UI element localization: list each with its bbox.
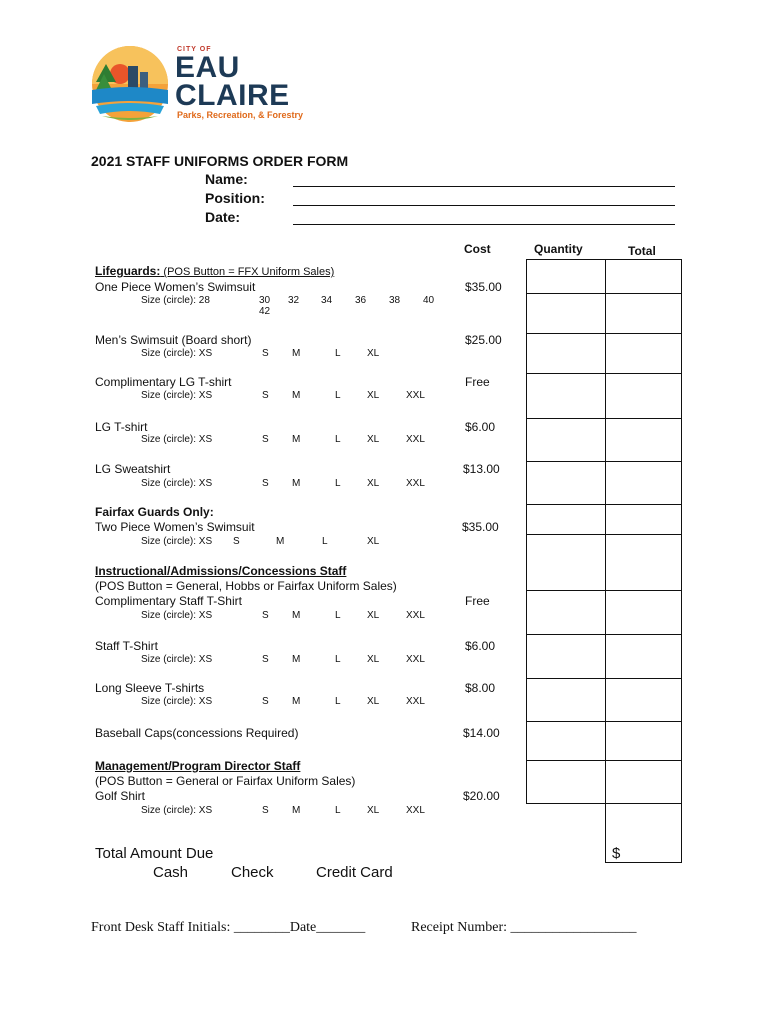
- size-option[interactable]: XL: [367, 348, 380, 359]
- item-one-piece-name: One Piece Women’s Swimsuit: [95, 280, 256, 294]
- size-option[interactable]: M: [292, 654, 301, 665]
- size-option[interactable]: S: [262, 390, 269, 401]
- item-golf-price: $20.00: [463, 789, 500, 803]
- total-header: Total: [628, 244, 656, 258]
- item-mens-swim-price: $25.00: [465, 333, 502, 347]
- item-lg-sweat-price: $13.00: [463, 462, 500, 476]
- management-title: Management/Program Director Staff: [95, 759, 301, 773]
- row-divider: [526, 590, 682, 591]
- size-option[interactable]: XL: [367, 536, 380, 547]
- item-long-sleeve-price: $8.00: [465, 681, 496, 695]
- instructional-note: (POS Button = General, Hobbs or Fairfax Uniform Sales): [95, 579, 397, 593]
- row-divider: [526, 418, 682, 419]
- size-option[interactable]: XXL: [406, 478, 425, 489]
- row-divider: [526, 721, 682, 722]
- logo-department: Parks, Recreation, & Forestry: [177, 110, 304, 120]
- row-divider: [526, 634, 682, 635]
- size-option[interactable]: M: [292, 610, 301, 621]
- item-lg-sweat-name: LG Sweatshirt: [95, 462, 171, 476]
- item-long-sleeve-name: Long Sleeve T-shirts: [95, 681, 205, 695]
- item-mens-swim-name: Men’s Swimsuit (Board short): [95, 333, 252, 347]
- item-caps-price: $14.00: [463, 726, 500, 740]
- receipt-number[interactable]: Receipt Number: __________________: [411, 920, 637, 935]
- front-desk-initials[interactable]: Front Desk Staff Initials: ________Date_______: [91, 920, 366, 935]
- lifeguards-note: (POS Button = FFX Uniform Sales): [160, 266, 335, 278]
- size-option[interactable]: XL: [367, 805, 380, 816]
- size-option[interactable]: Size (circle): XS: [141, 805, 213, 816]
- quantity-column-box[interactable]: [526, 259, 606, 804]
- size-option[interactable]: 32: [288, 295, 300, 306]
- total-amount-label: Total Amount Due: [95, 845, 214, 862]
- size-option[interactable]: L: [335, 390, 341, 401]
- position-field[interactable]: [293, 205, 675, 206]
- date-label: Date:: [205, 209, 241, 225]
- size-option[interactable]: L: [335, 348, 341, 359]
- size-option[interactable]: XL: [367, 478, 380, 489]
- size-option[interactable]: L: [335, 654, 341, 665]
- size-option[interactable]: XL: [367, 434, 380, 445]
- size-option[interactable]: 36: [355, 295, 367, 306]
- item-caps-name: Baseball Caps(concessions Required): [95, 726, 299, 740]
- row-divider: [526, 333, 682, 334]
- size-option[interactable]: XXL: [406, 610, 425, 621]
- size-option[interactable]: XL: [367, 654, 380, 665]
- size-option[interactable]: Size (circle): XS: [141, 390, 213, 401]
- total-dollar-sign: $: [612, 845, 621, 862]
- size-option[interactable]: L: [335, 434, 341, 445]
- size-option[interactable]: M: [292, 478, 301, 489]
- row-divider: [526, 760, 682, 761]
- item-comp-lg-name: Complimentary LG T-shirt: [95, 375, 232, 389]
- total-column-box[interactable]: [605, 259, 682, 804]
- size-option[interactable]: M: [292, 805, 301, 816]
- item-comp-staff-price: Free: [465, 594, 490, 608]
- size-option[interactable]: M: [276, 536, 285, 547]
- size-option[interactable]: XXL: [406, 654, 425, 665]
- row-divider: [526, 461, 682, 462]
- form-title: 2021 STAFF UNIFORMS ORDER FORM: [91, 153, 349, 169]
- management-note: (POS Button = General or Fairfax Uniform Sales): [95, 774, 356, 788]
- size-option[interactable]: L: [335, 610, 341, 621]
- instructional-title: Instructional/Admissions/Concessions Staff: [95, 564, 347, 578]
- item-staff-tshirt-price: $6.00: [465, 639, 496, 653]
- lifeguards-section: [95, 264, 334, 278]
- item-one-piece-price: $35.00: [465, 280, 502, 294]
- logo-claire: CLAIRE: [175, 79, 290, 112]
- item-staff-tshirt-name: Staff T-Shirt: [95, 639, 158, 653]
- size-option[interactable]: S: [233, 536, 240, 547]
- size-option[interactable]: L: [322, 536, 328, 547]
- position-label: Position:: [205, 190, 265, 206]
- cost-header: Cost: [464, 242, 491, 256]
- size-option[interactable]: S: [262, 805, 269, 816]
- size-option[interactable]: Size (circle): XS: [141, 654, 213, 665]
- size-option[interactable]: 40: [423, 295, 435, 306]
- row-divider: [526, 534, 682, 535]
- size-option[interactable]: L: [335, 696, 341, 707]
- size-option[interactable]: S: [262, 348, 269, 359]
- quantity-header: Quantity: [534, 242, 583, 256]
- row-divider: [526, 678, 682, 679]
- payment-cash[interactable]: Cash: [153, 864, 189, 881]
- row-divider: [526, 373, 682, 374]
- size-option[interactable]: XXL: [406, 696, 425, 707]
- item-lg-tshirt-price: $6.00: [465, 420, 496, 434]
- size-option[interactable]: XL: [367, 390, 380, 401]
- row-divider: [526, 293, 682, 294]
- date-field[interactable]: [293, 224, 675, 225]
- size-option[interactable]: 34: [321, 295, 333, 306]
- size-option[interactable]: XXL: [406, 434, 425, 445]
- lifeguards-title: Lifeguards:: [95, 264, 161, 278]
- city-logo-emblem: [90, 44, 170, 124]
- size-option[interactable]: S: [262, 434, 269, 445]
- size-option[interactable]: XL: [367, 610, 380, 621]
- size-option[interactable]: XXL: [406, 390, 425, 401]
- size-option[interactable]: M: [292, 434, 301, 445]
- size-option[interactable]: M: [292, 390, 301, 401]
- size-option[interactable]: Size (circle): XS: [141, 536, 213, 547]
- size-option[interactable]: 30: [259, 295, 271, 306]
- size-option[interactable]: 42: [259, 306, 271, 317]
- payment-check[interactable]: Check: [231, 864, 274, 881]
- item-comp-staff-name: Complimentary Staff T-Shirt: [95, 594, 242, 608]
- payment-credit-card[interactable]: Credit Card: [316, 864, 393, 881]
- name-label: Name:: [205, 171, 248, 187]
- row-divider: [526, 504, 682, 505]
- logo-city-of: CITY OF: [177, 46, 212, 53]
- size-option[interactable]: M: [292, 696, 301, 707]
- size-option[interactable]: Size (circle): XS: [141, 478, 213, 489]
- size-option[interactable]: Size (circle): XS: [141, 348, 213, 359]
- size-option[interactable]: Size (circle): XS: [141, 696, 213, 707]
- item-golf-name: Golf Shirt: [95, 789, 146, 803]
- logo-eau: EAU: [175, 51, 240, 84]
- item-comp-lg-price: Free: [465, 375, 490, 389]
- item-lg-tshirt-name: LG T-shirt: [95, 420, 148, 434]
- item-two-piece-price: $35.00: [462, 520, 499, 534]
- size-option[interactable]: Size (circle): XS: [141, 610, 213, 621]
- size-option[interactable]: L: [335, 805, 341, 816]
- size-option[interactable]: XL: [367, 696, 380, 707]
- fairfax-title: Fairfax Guards Only:: [95, 505, 214, 519]
- size-option[interactable]: Size (circle): 28: [141, 295, 210, 306]
- size-option[interactable]: S: [262, 654, 269, 665]
- size-option[interactable]: M: [292, 348, 301, 359]
- size-option[interactable]: Size (circle): XS: [141, 434, 213, 445]
- size-option[interactable]: XXL: [406, 805, 425, 816]
- size-option[interactable]: L: [335, 478, 341, 489]
- item-two-piece-name: Two Piece Women’s Swimsuit: [95, 520, 255, 534]
- size-option[interactable]: S: [262, 610, 269, 621]
- size-option[interactable]: S: [262, 478, 269, 489]
- size-option[interactable]: 38: [389, 295, 401, 306]
- size-option[interactable]: S: [262, 696, 269, 707]
- name-field[interactable]: [293, 186, 675, 187]
